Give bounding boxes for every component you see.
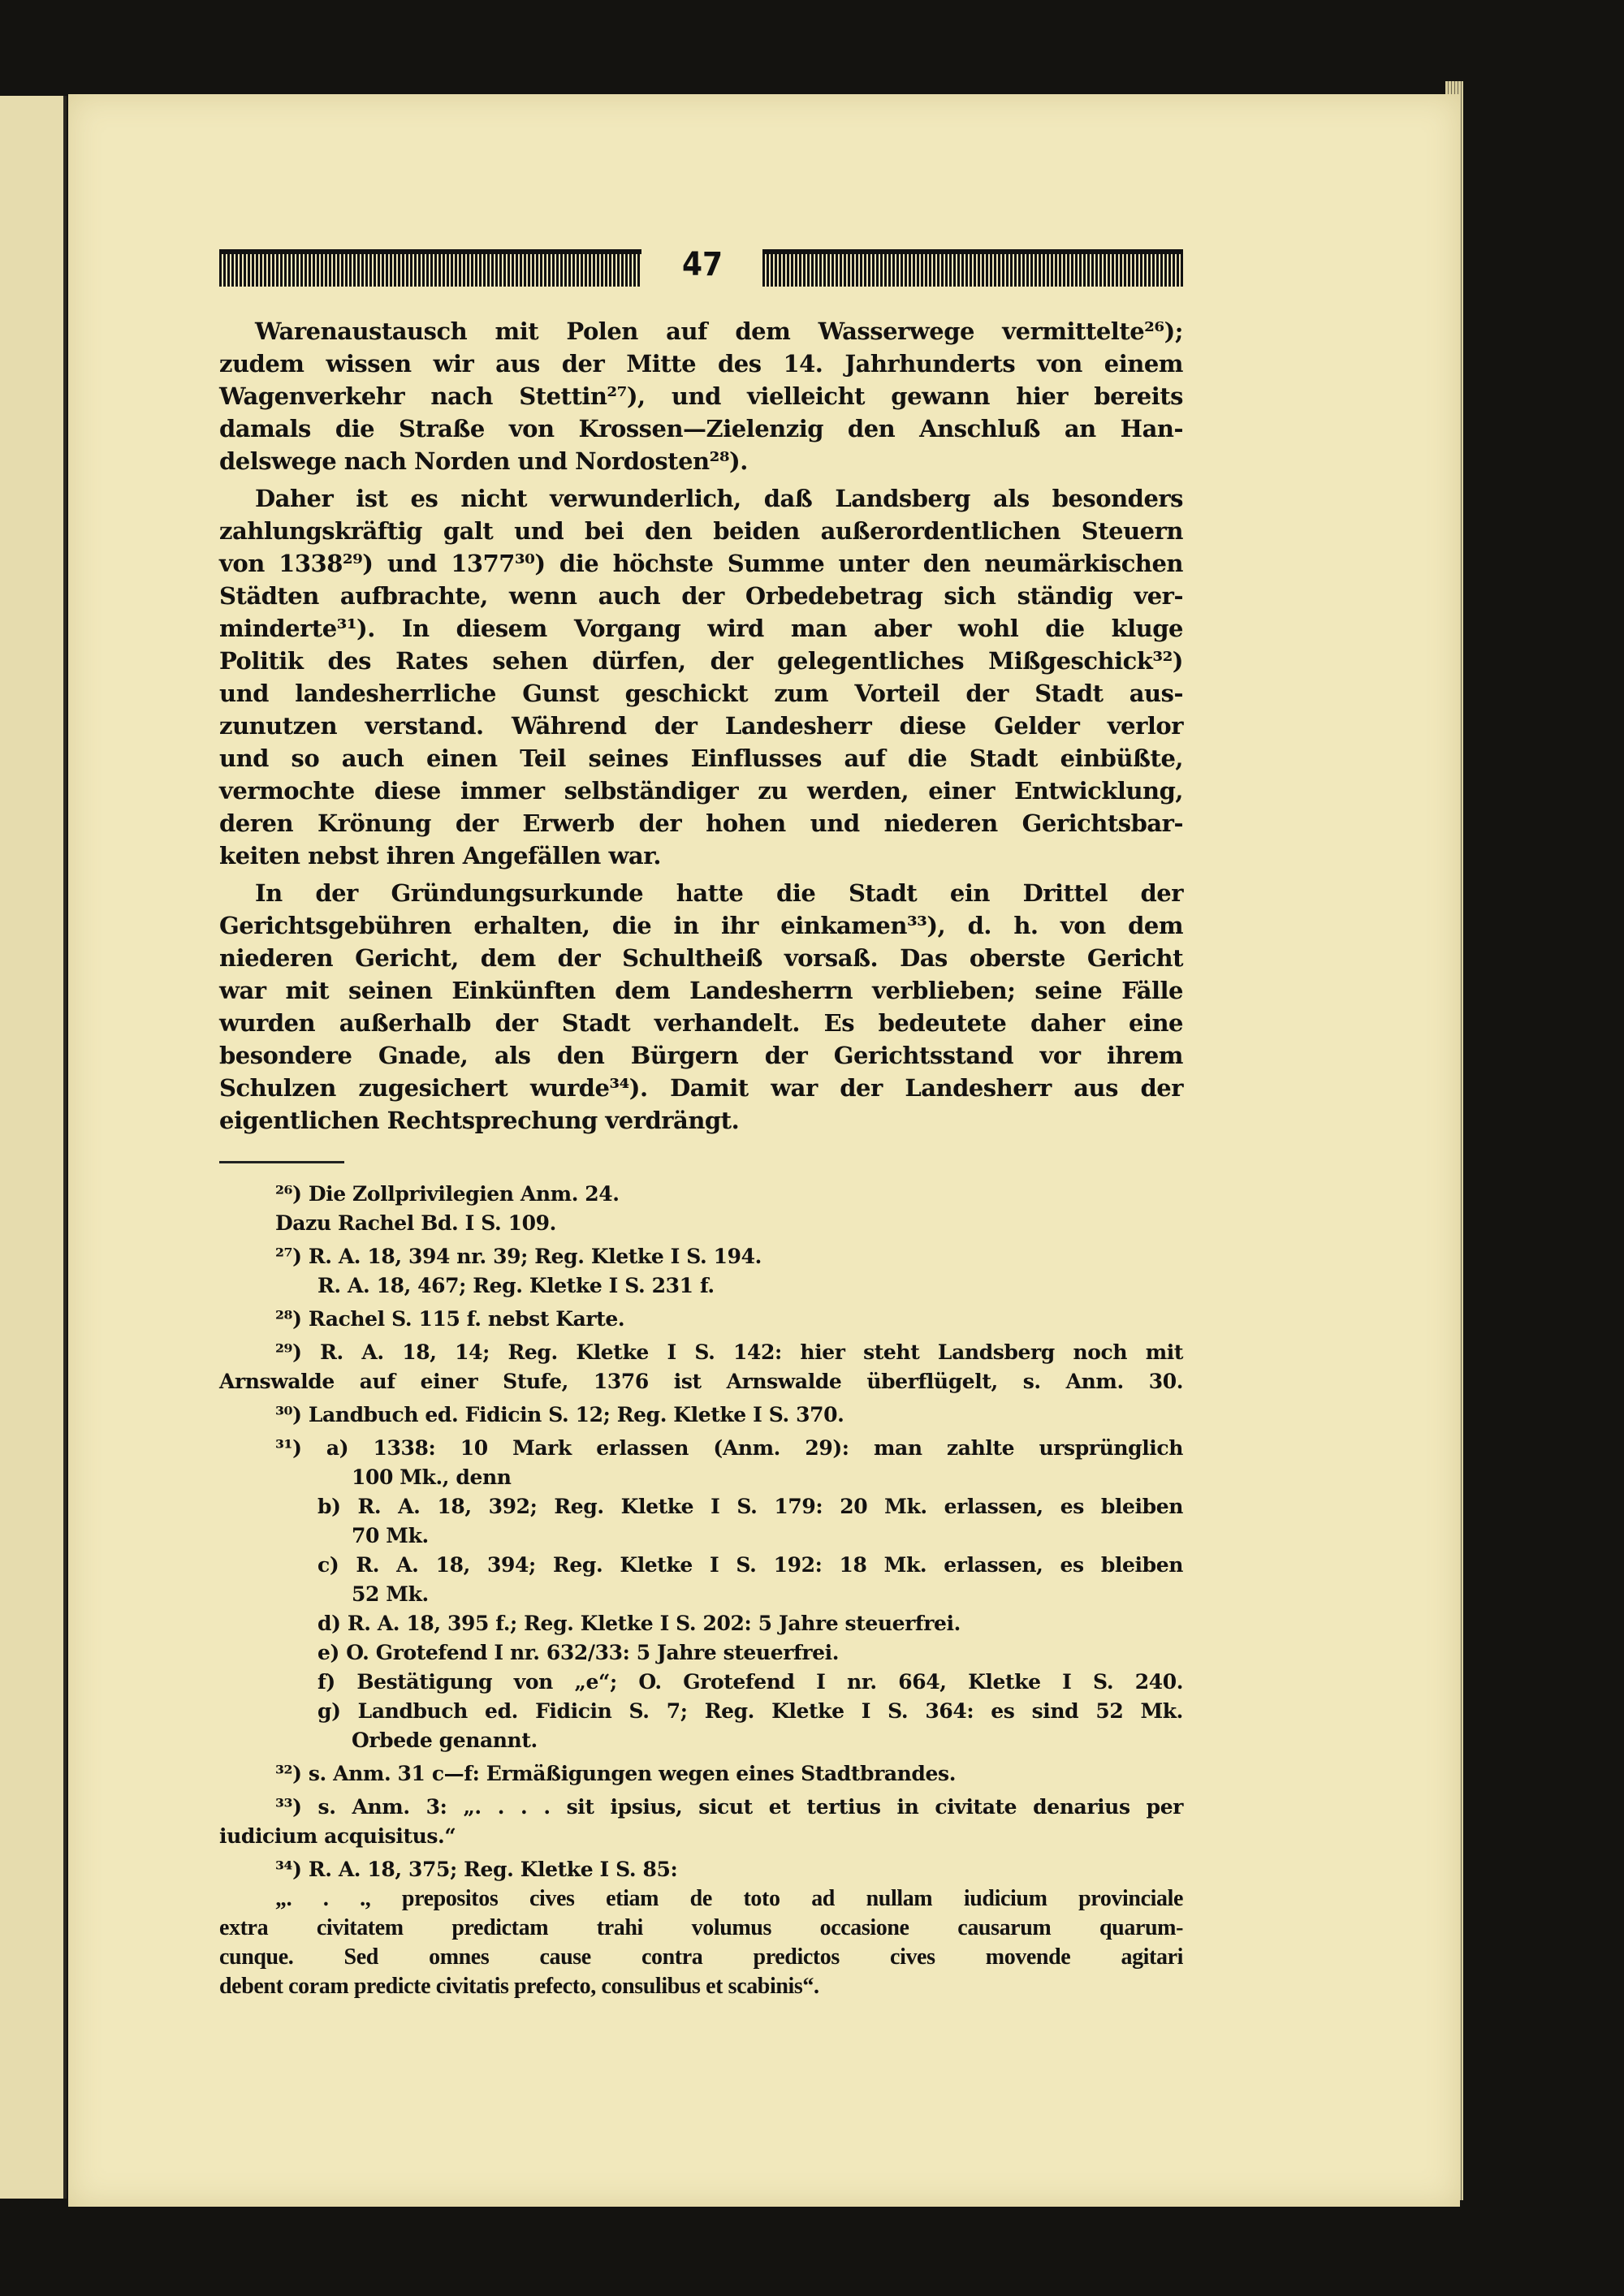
text-line: eigentlichen Rechtsprechung verdrängt. bbox=[219, 1107, 740, 1134]
footnote-line: e) O. Grotefend I nr. 632/33: 5 Jahre steuerfrei. bbox=[317, 1641, 840, 1664]
footnote-line: b) R. A. 18, 392; Reg. Kletke I S. 179: 20 Mk. erlassen, es bleiben bbox=[317, 1495, 1183, 1518]
text-line: besondere Gnade, als den Bürgern der Gerichtsstand vor ihrem bbox=[219, 1042, 1183, 1069]
text-line: von 1338²⁹) und 1377³⁰) die höchste Summe unter den neumärkischen bbox=[219, 550, 1183, 577]
footnote bbox=[219, 1338, 1183, 1396]
footnote bbox=[219, 1305, 1183, 1334]
footnote-line: 70 Mk. bbox=[352, 1524, 429, 1547]
text-line: keiten nebst ihren Angefällen war. bbox=[219, 842, 661, 870]
text-line: damals die Straße von Krossen—Zielenzig den Anschluß an Han- bbox=[219, 415, 1183, 442]
footnote-separator bbox=[219, 1161, 344, 1163]
main-text bbox=[219, 315, 1183, 1137]
facing-page-edge bbox=[0, 96, 67, 2199]
footnote-line: ²⁹) R. A. 18, 14; Reg. Kletke I S. 142: hier steht Landsberg noch mit bbox=[275, 1340, 1183, 1364]
paragraph bbox=[219, 482, 1183, 872]
text-line: zahlungskräftig galt und bei den beiden außerordentlichen Steuern bbox=[219, 517, 1183, 545]
footnote-line: f) Bestätigung von „e“; O. Grotefend I nr. 664, Kletke I S. 240. bbox=[317, 1670, 1183, 1694]
paragraph bbox=[219, 877, 1183, 1137]
footnote-line: ³⁴) R. A. 18, 375; Reg. Kletke I S. 85: bbox=[275, 1858, 678, 1881]
footnote bbox=[219, 1400, 1183, 1430]
text-line: Städten aufbrachte, wenn auch der Orbedebetrag sich ständig ver- bbox=[219, 582, 1183, 610]
text-line: deren Krönung der Erwerb der hohen und niederen Gerichtsbar- bbox=[219, 809, 1183, 837]
paragraph bbox=[219, 315, 1183, 477]
footnote-line: ³¹) a) 1338: 10 Mark erlassen (Anm. 29): man zahlte ursprünglich bbox=[275, 1436, 1183, 1460]
text-line: war mit seinen Einkünften dem Landesherrn verblieben; seine Fälle bbox=[219, 977, 1183, 1004]
footnote-line: extra civitatem predictam trahi volumus occasione causarum quarum- bbox=[219, 1915, 1183, 1940]
footnote-line: ²⁸) Rachel S. 115 f. nebst Karte. bbox=[275, 1307, 625, 1331]
footnote-line: ³³) s. Anm. 3: „. . . . sit ipsius, sicut et tertius in civitate denarius per bbox=[275, 1795, 1183, 1819]
footnote-line: ³⁰) Landbuch ed. Fidicin S. 12; Reg. Kletke I S. 370. bbox=[275, 1403, 844, 1426]
text-line: Warenaustausch mit Polen auf dem Wasserwege vermittelte²⁶); bbox=[255, 317, 1183, 345]
text-line: wurden außerhalb der Stadt verhandelt. Es bedeutete daher eine bbox=[219, 1009, 1183, 1037]
footnote-line: g) Landbuch ed. Fidicin S. 7; Reg. Kletke I S. 364: es sind 52 Mk. bbox=[317, 1699, 1183, 1723]
footnote-line: R. A. 18, 467; Reg. Kletke I S. 231 f. bbox=[317, 1274, 715, 1297]
text-line: vermochte diese immer selbständiger zu werden, einer Entwicklung, bbox=[219, 777, 1183, 805]
page-body bbox=[219, 315, 1183, 2005]
header-ornament-left bbox=[219, 249, 641, 287]
footnote-line: c) R. A. 18, 394; Reg. Kletke I S. 192: 18 Mk. erlassen, es bleiben bbox=[317, 1553, 1183, 1577]
text-line: und so auch einen Teil seines Einflusses auf die Stadt einbüßte, bbox=[219, 744, 1183, 772]
text-line: Schulzen zugesichert wurde³⁴). Damit war der Landesherr aus der bbox=[219, 1074, 1183, 1102]
footnote bbox=[219, 1855, 1183, 2001]
footnote bbox=[219, 1180, 1183, 1238]
footnote-line: Dazu Rachel Bd. I S. 109. bbox=[275, 1211, 556, 1235]
text-line: und landesherrliche Gunst geschickt zum Vorteil der Stadt aus- bbox=[219, 680, 1183, 707]
text-line: In der Gründungsurkunde hatte die Stadt ein Drittel der bbox=[255, 879, 1183, 907]
footnote-line: 100 Mk., denn bbox=[352, 1465, 512, 1489]
footnote bbox=[219, 1759, 1183, 1789]
page-header bbox=[219, 246, 1183, 287]
footnote-line: ²⁷) R. A. 18, 394 nr. 39; Reg. Kletke I S. 194. bbox=[275, 1245, 762, 1268]
footnote bbox=[219, 1242, 1183, 1301]
footnotes bbox=[219, 1180, 1183, 2001]
text-line: Daher ist es nicht verwunderlich, daß Landsberg als besonders bbox=[255, 485, 1183, 512]
text-line: zunutzen verstand. Während der Landesherr diese Gelder verlor bbox=[219, 712, 1183, 740]
header-ornament-right bbox=[762, 249, 1183, 287]
footnote-line: „. . ., prepositos cives etiam de toto ad nullam iudicium provinciale bbox=[275, 1886, 1183, 1911]
footnote-line: ³²) s. Anm. 31 c—f: Ermäßigungen wegen eines Stadtbrandes. bbox=[275, 1762, 956, 1785]
text-line: Politik des Rates sehen dürfen, der gelegentliches Mißgeschick³²) bbox=[219, 647, 1183, 675]
text-line: Wagenverkehr nach Stettin²⁷), und vielleicht gewann hier bereits bbox=[219, 382, 1183, 410]
footnote-line: debent coram predicte civitatis prefecto, consulibus et scabinis“. bbox=[219, 1974, 819, 1999]
footnote-line: iudicium acquisitus.“ bbox=[219, 1824, 456, 1848]
footnote-line: d) R. A. 18, 395 f.; Reg. Kletke I S. 202: 5 Jahre steuerfrei. bbox=[317, 1612, 961, 1635]
text-line: Gerichtsgebühren erhalten, die in ihr einkamen³³), d. h. von dem bbox=[219, 912, 1183, 939]
text-line: zudem wissen wir aus der Mitte des 14. Jahrhunderts von einem bbox=[219, 350, 1183, 378]
footnote-line: Arnswalde auf einer Stufe, 1376 ist Arnswalde überflügelt, s. Anm. 30. bbox=[219, 1370, 1183, 1393]
text-line: delswege nach Norden und Nordosten²⁸). bbox=[219, 447, 748, 475]
text-line: niederen Gericht, dem der Schultheiß vorsaß. Das oberste Gericht bbox=[219, 944, 1183, 972]
footnote-line: ²⁶) Die Zollprivilegien Anm. 24. bbox=[275, 1182, 620, 1206]
footnote-line: Orbede genannt. bbox=[352, 1728, 538, 1752]
page-number: 47 bbox=[681, 246, 723, 283]
footnote bbox=[219, 1434, 1183, 1755]
footnote bbox=[219, 1793, 1183, 1851]
footnote-line: cunque. Sed omnes cause contra predictos cives movende agitari bbox=[219, 1944, 1183, 1970]
text-line: minderte³¹). In diesem Vorgang wird man aber wohl die kluge bbox=[219, 615, 1183, 642]
footnote-line: 52 Mk. bbox=[352, 1582, 429, 1606]
